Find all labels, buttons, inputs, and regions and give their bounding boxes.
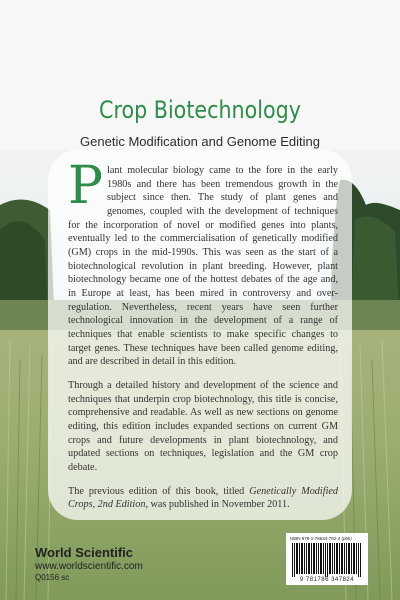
blurb-paragraph-2: Through a detailed history and development of the science and techniques that underpin crop biotechnology, this title is concise, comprehensive and readable. As well as new sections on genome editing, this edition includes expanded sections on current GM crops and future developments in plant biotechnology, and updated sections on techniques, legislation and the GM crop debate. [68, 380, 338, 474]
publisher-name: World Scientific [35, 545, 133, 560]
publisher-block [35, 545, 143, 582]
barcode-panel [286, 533, 368, 585]
blurb [68, 156, 339, 522]
paragraph-3-post: , was published in November 2011. [145, 499, 290, 511]
barcode-number: 9 781786 347824 [299, 577, 355, 583]
blurb-paragraph-3 [68, 485, 338, 512]
isbn-label: ISBN 978-1-78634-782-4 (pbk) [290, 536, 352, 541]
book-title: Crop Biotechnology [99, 96, 301, 124]
blurb-paragraph-1 [68, 156, 338, 369]
drop-cap: P [68, 156, 103, 216]
product-code: Q0156 sc [35, 573, 70, 582]
publisher-url: www.worldscientific.com [35, 561, 143, 572]
paragraph-1-text: lant molecular biology came to the fore in the early 1980s and there has been tremendous growth in the subject since then. The study of plant genes and genomes, coupled with the development of techniques for the incorporation of novel or modified genes into plants, eventually led to the commercialisation of genetically modified (GM) crops in the mid-1990s. This was seen as the start of a biotechnological revolution in plant breeding. However, plant biotechnology became one of the hottest debates of the age and, in Europe at least, has been mired in controversy and over-regulation. Nevertheless, recent years have seen further technological innovation in the development of a range of techniques that enable scientists to make specific changes to target genes. These techniques have been called genome editing, and are described in detail in this edition. [68, 165, 338, 368]
paragraph-3-pre: The previous edition of this book, titled [68, 485, 250, 497]
previous-edition-title: Genetically Modified Crops, 2nd Edition [68, 485, 339, 511]
book-subtitle: Genetic Modification and Genome Editing [80, 134, 320, 149]
